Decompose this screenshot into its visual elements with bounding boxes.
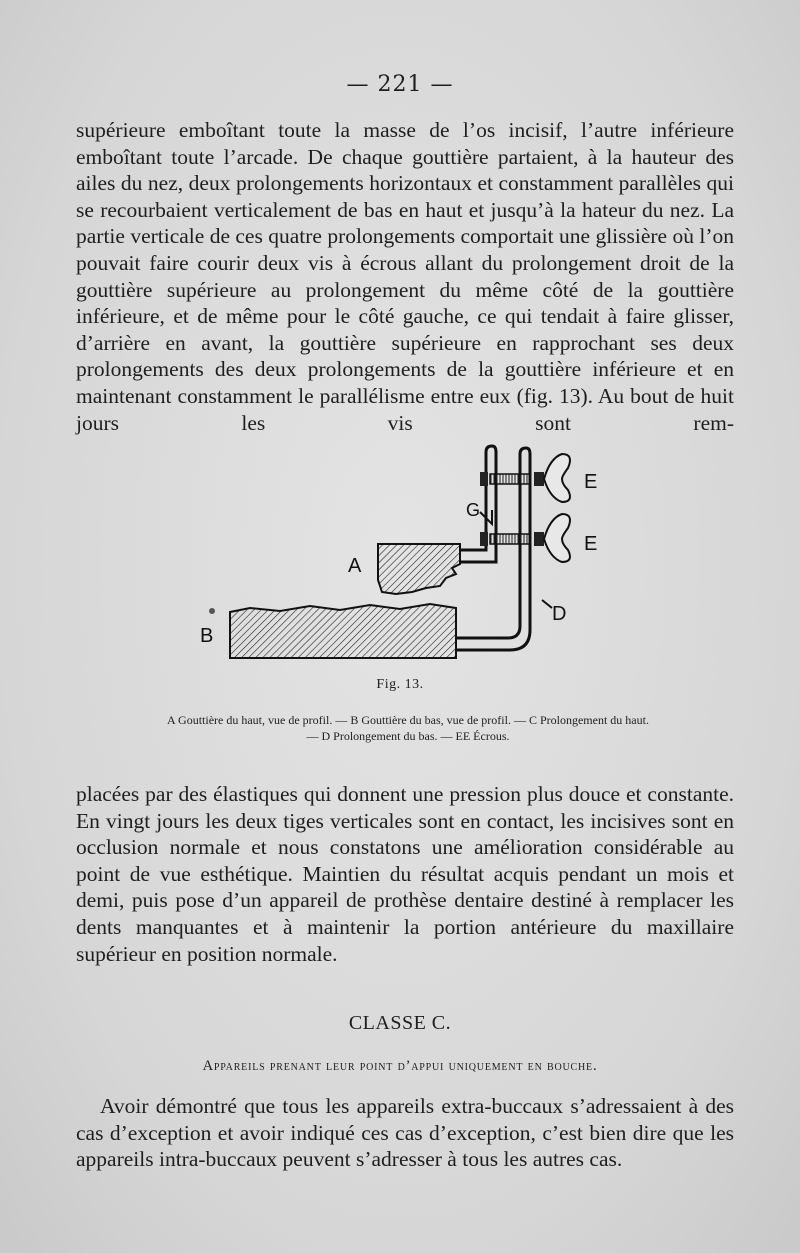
lower-splint-b xyxy=(230,604,456,658)
label-d: D xyxy=(552,603,567,625)
upper-splint-a xyxy=(378,544,460,594)
pointer-d xyxy=(542,600,552,608)
figure-caption xyxy=(76,712,740,744)
figure-caption-line-1: A Gouttière du haut, vue de profil. — B Gouttière du bas, vue de profil. — C Prolongement du haut. xyxy=(167,713,649,727)
label-g: G xyxy=(466,500,481,520)
figure-13-diagram xyxy=(190,440,630,680)
page-number: — 221 — xyxy=(346,72,454,97)
lower-wing-nut xyxy=(544,514,570,562)
paragraph-2: placées par des élastiques qui donnent une pression plus douce et constante. En vingt jours les deux tiges verticales sont en contact, les incisives sont en occlusion normale et nous constatons une amélioration considérable au point de vue esthétique. Maintien du résultat acquis pendant un mois et demi, puis pose d’un appareil de prothèse dentaire destiné à remplacer les dents manquantes et à maintenir la portion antérieure du maxillaire supérieur en position normale. xyxy=(76,782,734,966)
ink-speck xyxy=(209,608,215,614)
figure-caption-line-2: — D Prolongement du bas. — EE Écrous. xyxy=(306,729,510,743)
paragraph-1: supérieure emboîtant toute la masse de l’os incisif, l’autre inférieure emboîtant toute l’arcade. De chaque gouttière partaient, à la hauteur des ailes du nez, deux prolongements horizontaux et constamment parallèles qui se recourbaient verticalement de bas en haut et jusqu’à la hateur du nez. La partie verticale de ces quatre prolongements comportait une glissière où l’on pouvait faire courir deux vis à écrous allant du prolongement droit de la gouttière supérieure au prolongement du même côté de la gouttière inférieure, et de même pour le côté gauche, ce qui tendait à faire glisser, d’arrière en avant, la gouttière supérieure en rapprochant ses deux prolongements des deux prolongements de la gouttière inférieure et en maintenant constamment le parallélisme entre eux (fig. 13). Au bout de huit jours les vis sont rem- xyxy=(76,118,734,435)
upper-screw xyxy=(480,472,544,486)
section-subtitle: Appareils prenant leur point d’appui uniquement en bouche. xyxy=(202,1058,598,1074)
label-e-bottom: E xyxy=(584,533,598,555)
paragraph-3: Avoir démontré que tous les appareils extra-buccaux s’adressaient à des cas d’exception et avoir indiqué ces cas d’exception, c’est bien dire que les appareils intra-buccaux peuvent s’adresser à tous les autres cas. xyxy=(76,1094,734,1172)
label-a: A xyxy=(348,555,362,577)
upper-wing-nut xyxy=(544,454,570,502)
label-b: B xyxy=(200,625,214,647)
figure-number: Fig. 13. xyxy=(376,677,424,692)
label-e-top: E xyxy=(584,471,598,493)
lower-screw xyxy=(480,532,544,546)
section-title: CLASSE C. xyxy=(348,1012,452,1034)
